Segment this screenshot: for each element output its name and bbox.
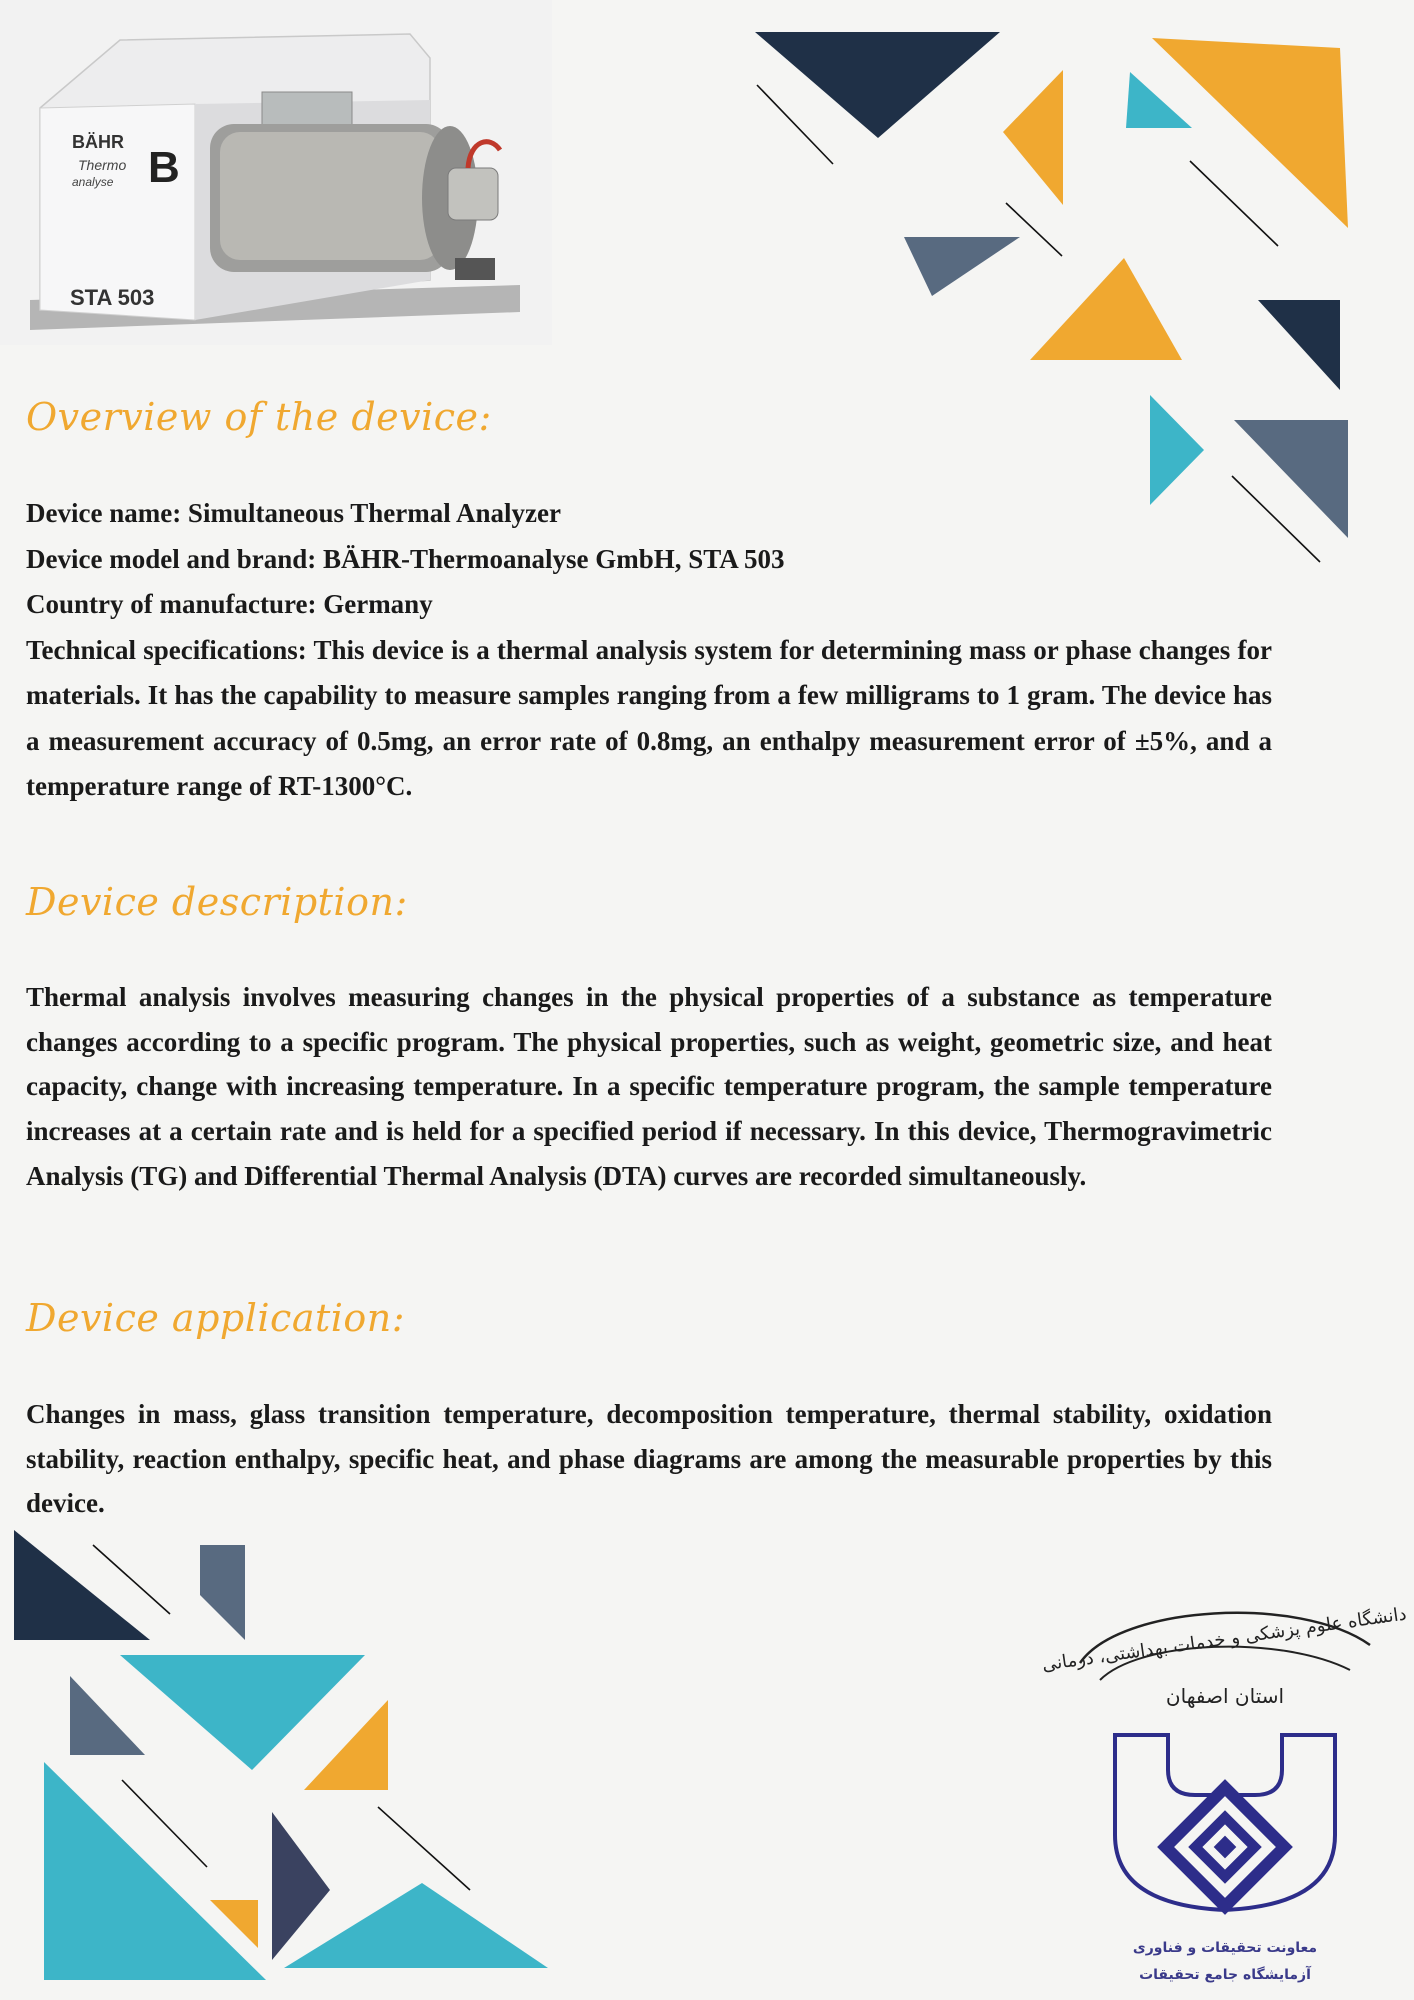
model-label: STA 503 bbox=[70, 285, 155, 310]
description-text: Thermal analysis involves measuring changes in the physical properties of a substance as temperature changes according to a specific program. The physical properties, such as weight, geometric size, and heat capacity, change with increasing temperature. In a specific temperature program, the sample temperature increases at a certain rate and is held for a specified period if necessary. In this device, Thermogravimetric Analysis (TG) and Differential Thermal Analysis (DTA) curves are recorded simultaneously. bbox=[26, 982, 1272, 1191]
brand-label: BÄHR bbox=[72, 132, 124, 152]
description-title: Device description: bbox=[26, 880, 408, 924]
logo-caption-2: آزمایشگاه جامع تحقیقات bbox=[1139, 1967, 1311, 1983]
country-of-manufacture: Country of manufacture: Germany bbox=[26, 589, 433, 619]
svg-text:B: B bbox=[148, 143, 180, 192]
device-name: Device name: Simultaneous Thermal Analyzer bbox=[26, 498, 561, 528]
university-logo bbox=[1040, 1585, 1408, 1995]
brand-sub-2: analyse bbox=[72, 175, 114, 189]
application-title: Device application: bbox=[26, 1296, 406, 1340]
brand-sub-1: Thermo bbox=[78, 157, 127, 173]
technical-specifications: Technical specifications: This device is a thermal analysis system for determining mass or phase changes for materials. It has the capability to measure samples ranging from a few milligrams to 1 gram. The device has a measurement accuracy of 0.5mg, an error rate of 0.8mg, an enthalpy measurement error of ±5%, and a temperature range of RT-1300°C. bbox=[26, 634, 1272, 801]
device-photo bbox=[0, 0, 552, 345]
logo-arc-text-2: استان اصفهان bbox=[1165, 1684, 1285, 1708]
logo-emblem bbox=[1040, 1585, 1408, 1915]
device-model-brand: Device model and brand: BÄHR-Thermoanalyse GmbH, STA 503 bbox=[26, 543, 785, 574]
logo-arc-text-1: دانشگاه علوم پزشکی و خدمات بهداشتی، درمانی bbox=[1040, 1603, 1408, 1676]
overview-title: Overview of the device: bbox=[26, 395, 492, 439]
logo-caption-1: معاونت تحقیقات و فناوری bbox=[1132, 1940, 1318, 1956]
overview-text bbox=[26, 491, 1272, 810]
application-text: Changes in mass, glass transition temperature, decomposition temperature, thermal stability, oxidation stability, reaction enthalpy, specific heat, and phase diagrams are among the measurable properties by this device. bbox=[26, 1399, 1272, 1519]
